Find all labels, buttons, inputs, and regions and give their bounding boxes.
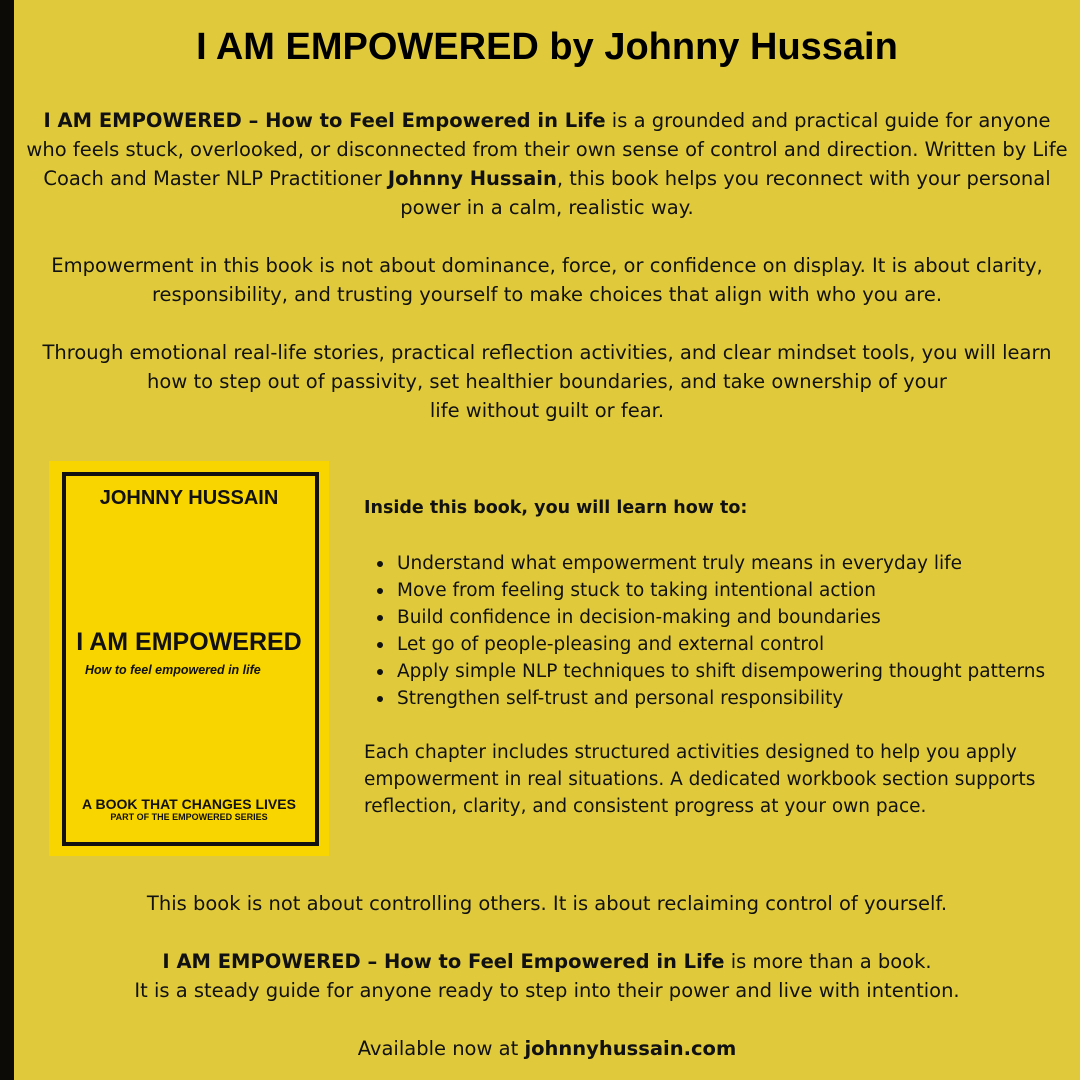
list-item: Let go of people-pleasing and external control — [397, 631, 1080, 658]
left-edge-bar — [0, 0, 14, 1080]
cover-series: PART OF THE EMPOWERED SERIES — [110, 812, 268, 822]
list-item: Understand what empowerment truly means in everyday life — [397, 550, 1080, 577]
learn-heading: Inside this book, you will learn how to: — [364, 498, 748, 518]
stories-paragraph — [26, 338, 1068, 425]
intro-text-a: is a grounded and practical guide for anyone who feels stuck, overlooked, or disconnected from their own sense of control and direction. Written by Life Coach and Master NLP Practitioner — [26, 109, 1068, 190]
empowerment-paragraph: Empowerment in this book is not about dominance, force, or confidence on display. It is about clarity, responsibility, and trusting yourself to make choices that align with who you are. — [51, 254, 1043, 306]
page-title: I AM EMPOWERED by Johnny Hussain — [196, 26, 898, 68]
availability-line — [26, 1034, 1068, 1063]
cover-title: I AM EMPOWERED — [76, 628, 302, 656]
list-item: Build confidence in decision-making and boundaries — [397, 604, 1080, 631]
intro-author: Johnny Hussain — [387, 167, 557, 190]
stories-line-2: life without guilt or fear. — [429, 399, 665, 422]
list-item: Strengthen self-trust and personal responsibility — [397, 685, 1080, 712]
intro-paragraph — [26, 106, 1068, 222]
cover-subtitle: How to feel empowered in life — [85, 663, 261, 677]
availability-prefix: Available now at — [357, 1037, 525, 1060]
list-item: Move from feeling stuck to taking intentional action — [397, 577, 1080, 604]
cover-tagline: A BOOK THAT CHANGES LIVES — [82, 796, 296, 812]
closing-line-2: It is a steady guide for anyone ready to step into their power and live with intention. — [134, 979, 960, 1002]
learn-list — [364, 550, 1080, 712]
intro-book-name: I AM EMPOWERED – How to Feel Empowered in Life — [43, 109, 606, 132]
chapter-paragraph: Each chapter includes structured activities designed to help you apply empowerment in real situations. A dedicated workbook section supports reflection, clarity, and consistent progress at your own pace. — [364, 742, 1036, 817]
cover-author: JOHNNY HUSSAIN — [99, 487, 279, 509]
closing-text-a: is more than a book. — [724, 950, 932, 973]
cover-frame — [62, 472, 319, 846]
intro-text-b: , this book helps you reconnect with your personal power in a calm, realistic way. — [400, 167, 1051, 219]
control-paragraph: This book is not about controlling others. It is about reclaiming control of yourself. — [146, 892, 948, 915]
list-item: Apply simple NLP techniques to shift disempowering thought patterns — [397, 658, 1080, 685]
website-link[interactable]: johnnyhussain.com — [524, 1037, 737, 1060]
stories-line-1: Through emotional real-life stories, practical reflection activities, and clear mindset tools, you will learn how to step out of passivity, set healthier boundaries, and take ownership of your — [42, 341, 1052, 393]
closing-book-name: I AM EMPOWERED – How to Feel Empowered in Life — [162, 950, 725, 973]
closing-paragraph — [26, 947, 1068, 1005]
